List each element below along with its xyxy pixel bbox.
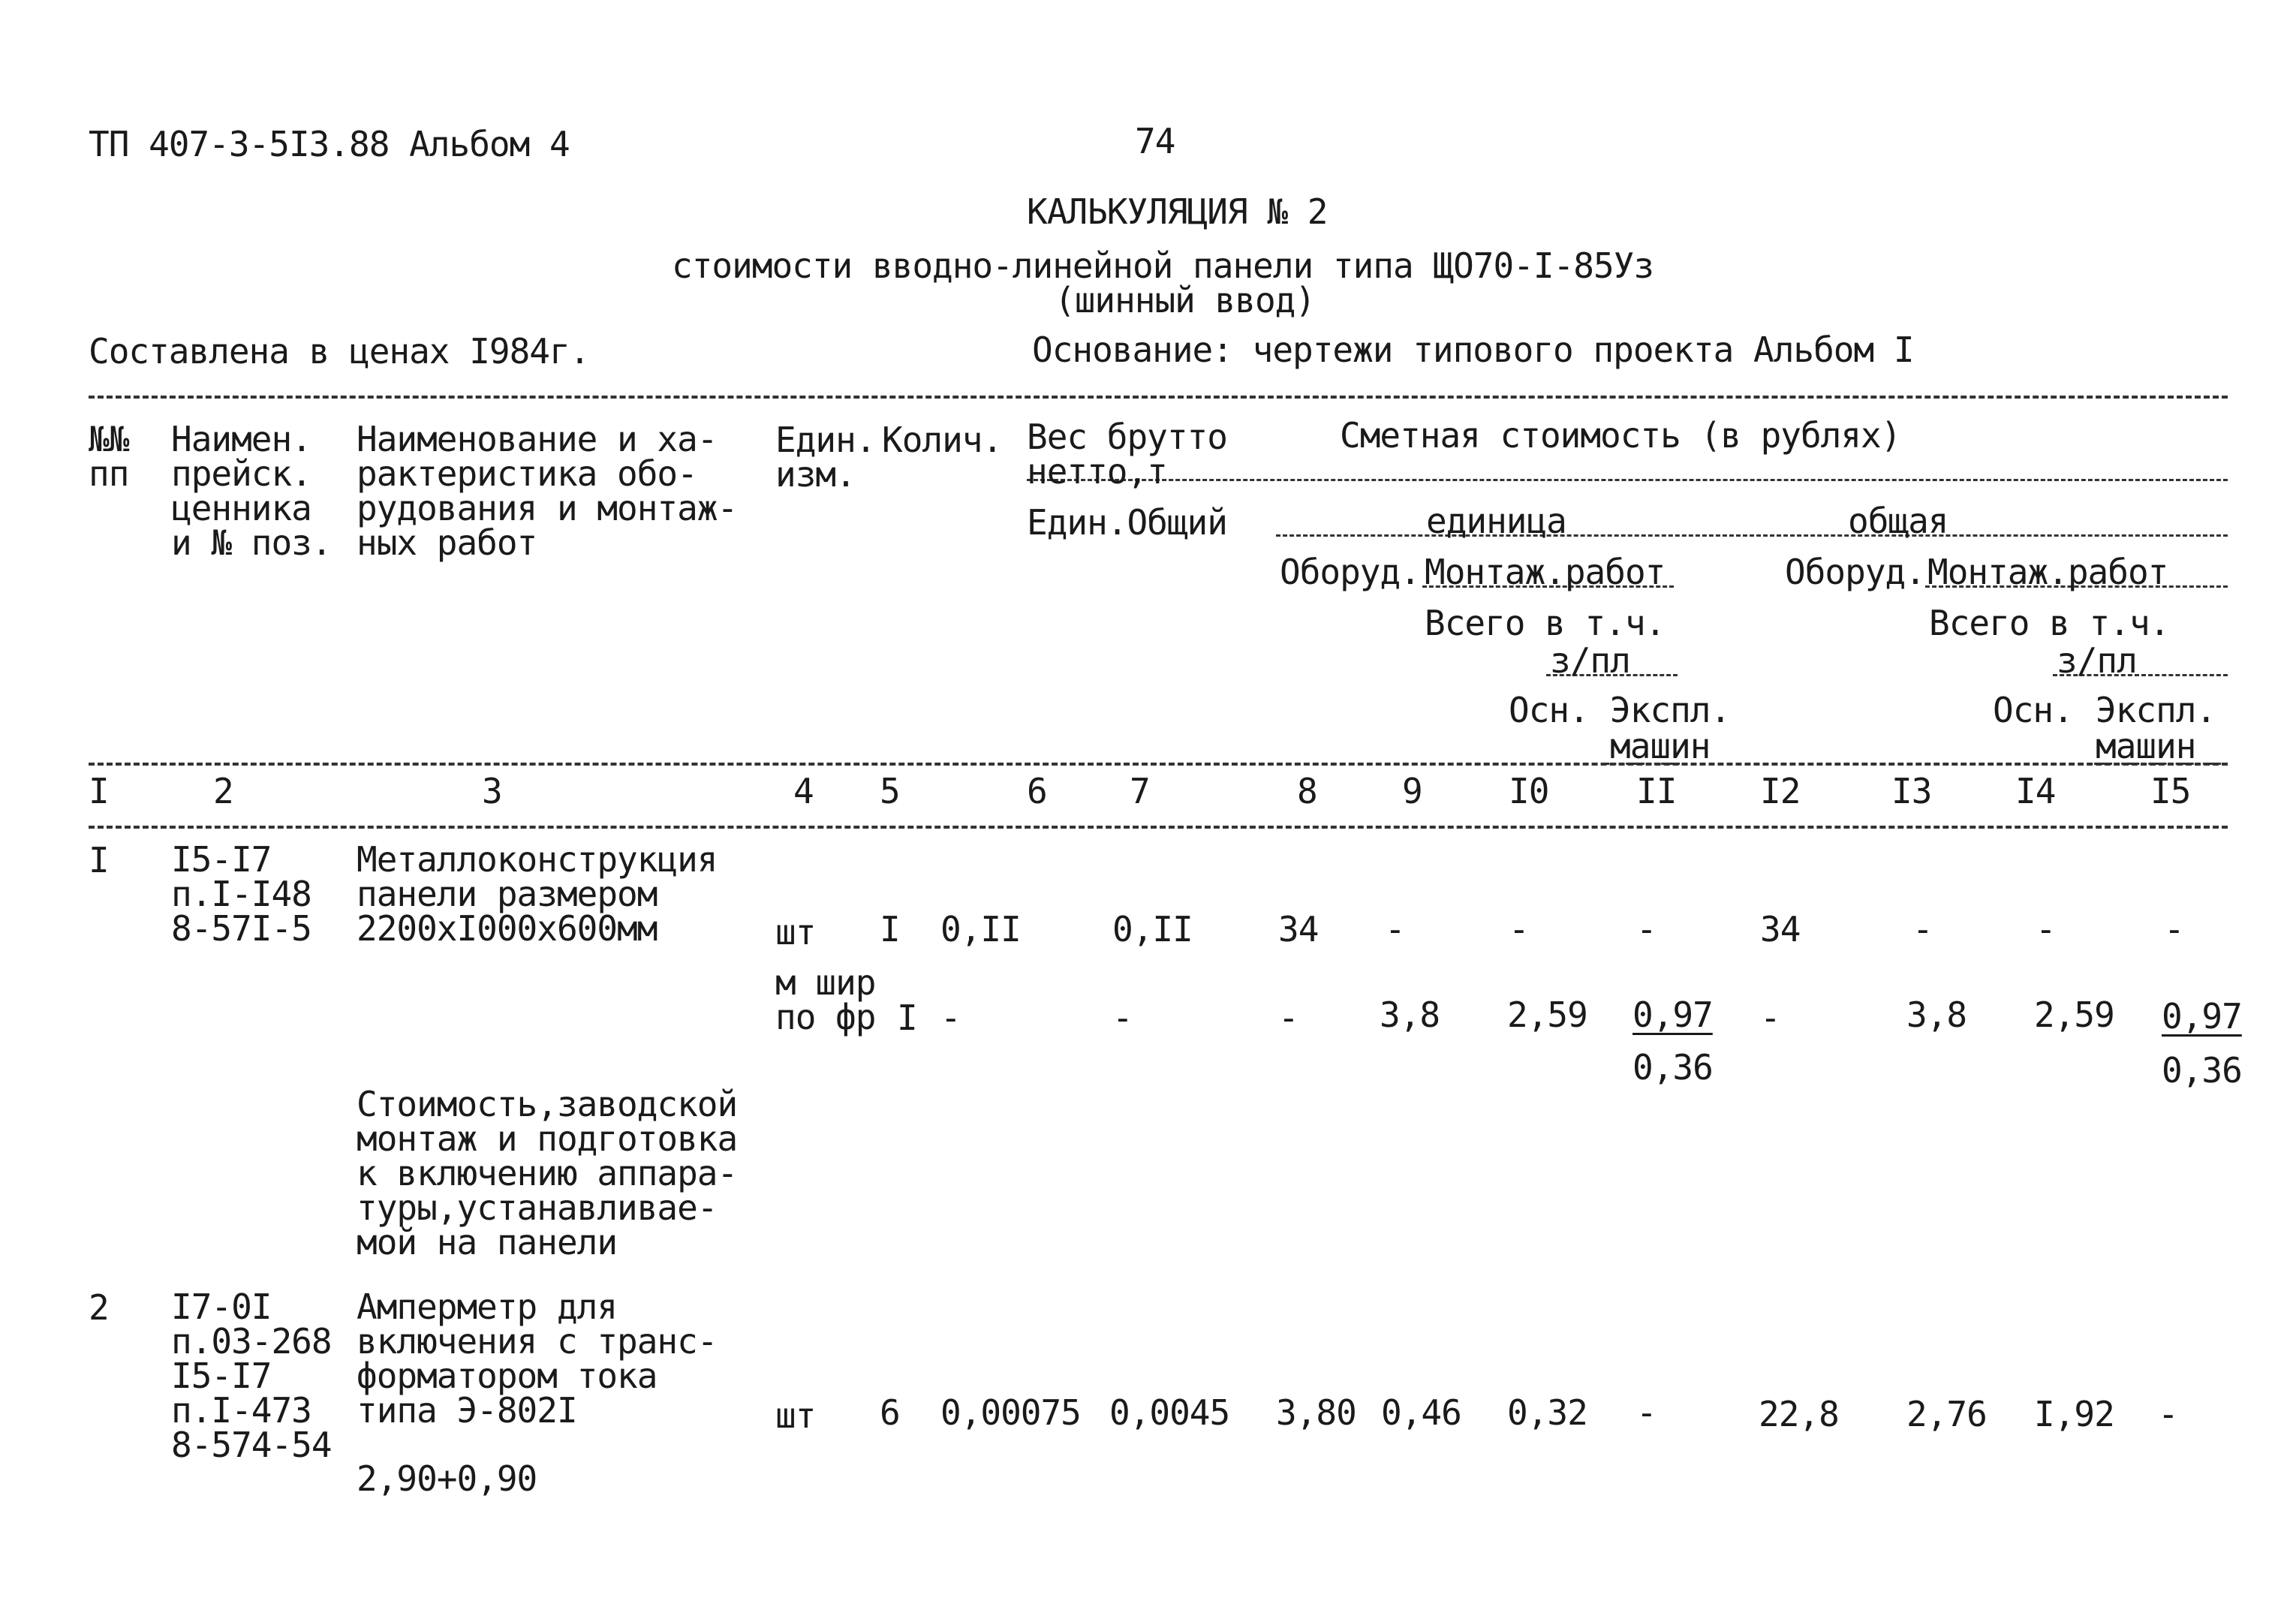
table-top-rule [89, 396, 2228, 399]
row2-c15: - [2158, 1394, 2178, 1434]
row2-weight-unit: 0,00075 [940, 1392, 1081, 1433]
row1b-c14: 2,59 [2034, 995, 2114, 1035]
row1-quantity: I [880, 909, 900, 949]
row2-c13: 2,76 [1906, 1394, 1987, 1434]
col-header-total-cost: общая [1848, 501, 1948, 541]
row2-formula: 2,90+0,90 [357, 1458, 537, 1499]
col-header-unit-2: изм. [775, 454, 856, 495]
header-bottom-rule [89, 763, 2228, 766]
col-header-basic-2: Осн. [1993, 690, 2073, 730]
col-header-machines-2b: машин [2096, 726, 2196, 766]
col-number: 3 [482, 771, 502, 811]
row1b-quantity: I [897, 998, 917, 1038]
col-number: I3 [1891, 771, 1932, 811]
col-header-price-code: Наимен. прейск. ценника и № поз. [171, 419, 332, 563]
row1-weight-total: 0,II [1112, 909, 1193, 949]
col-header-wage-2: з/пл [2057, 640, 2137, 681]
calc-subtitle-note: (шинный ввод) [1055, 280, 1316, 320]
row1-c15: - [2164, 909, 2184, 949]
col-number: 7 [1130, 771, 1150, 811]
col-numbers-rule [89, 826, 2228, 829]
row2-c9: 0,46 [1381, 1392, 1461, 1433]
row1b-c12: - [1760, 998, 1780, 1038]
row1-c11: - [1636, 909, 1657, 949]
row1-c12: 34 [1760, 909, 1801, 949]
row1b-c11-wage: 0,36 [1632, 1047, 1713, 1088]
row1b-weight-total: - [1112, 998, 1133, 1038]
row1-c10: - [1509, 909, 1529, 949]
col-header-total-incl: Всего в т.ч. [1425, 603, 1666, 643]
row2-c14: I,92 [2034, 1394, 2114, 1434]
col-number: I [89, 771, 109, 811]
col-header-item-name: Наименование и ха- рактеристика обо- рудования и монтаж- ных работ [357, 419, 738, 563]
row1-item-name: Металлоконструкция панели размером 2200хI000х600мм [357, 839, 718, 949]
row1-unit: шт [775, 912, 816, 952]
col-number: 6 [1027, 771, 1047, 811]
row1b-weight-unit: - [940, 998, 961, 1038]
col-header-machines-b: машин [1610, 726, 1711, 766]
row1b-c15-wage: 0,36 [2162, 1050, 2242, 1091]
col-header-equipment: Оборуд. [1280, 552, 1420, 592]
col-header-quantity: Колич. [882, 420, 1003, 460]
row1-c13: - [1912, 909, 1933, 949]
col-header-mounting: Монтаж.работ [1425, 552, 1666, 592]
col-number: I4 [2015, 771, 2056, 811]
col-number: I0 [1509, 771, 1549, 811]
page-number: 74 [1135, 121, 1175, 161]
col-header-basic: Осн. [1509, 690, 1589, 730]
row1-c9: - [1385, 909, 1405, 949]
col-header-total-incl-2: Всего в т.ч. [1929, 603, 2170, 643]
col-number: 2 [213, 771, 233, 811]
col-number: 4 [793, 771, 814, 811]
col-header-weight-unit-total: Един.Общий [1027, 502, 1227, 543]
col-number: 8 [1297, 771, 1317, 811]
unit-total-rule [1276, 534, 2228, 537]
col-number: II [1636, 771, 1677, 811]
row1b-c11: 0,97 [1632, 995, 1713, 1035]
price-basis-year: Составлена в ценах I984г. [89, 331, 590, 372]
calc-subtitle: стоимости вводно-линейной панели типа ЩО70-I-85Уз [672, 245, 1654, 286]
row2-price-code: I7-0I п.03-268 I5-I7 п.I-473 8-574-54 [171, 1287, 332, 1465]
col-number: 5 [880, 771, 900, 811]
row1-c8: 34 [1278, 909, 1319, 949]
row2-unit: шт [775, 1395, 816, 1436]
row1b-c10: 2,59 [1507, 995, 1587, 1035]
col-header-weight-netto: нетто,т [1027, 451, 1167, 492]
col-header-unit-cost: единица [1426, 501, 1566, 541]
col-header-wage: з/пл [1550, 640, 1630, 681]
col-header-weight-brutto: Вес брутто [1027, 417, 1227, 457]
row2-weight-total: 0,0045 [1109, 1392, 1230, 1433]
row1-price-code: I5-I7 п.I-I48 8-57I-5 [171, 839, 311, 949]
col-number: I2 [1760, 771, 1801, 811]
col-header-machines-2: Экспл. [2096, 690, 2216, 730]
col-header-equipment-2: Оборуд. [1785, 552, 1925, 592]
row2-quantity: 6 [880, 1392, 900, 1433]
col-header-cost-title: Сметная стоимость (в рублях) [1340, 415, 1901, 456]
row1b-c15: 0,97 [2162, 996, 2242, 1037]
netto-rule [1027, 479, 2228, 481]
col-number: 9 [1402, 771, 1422, 811]
row1b-c8: - [1278, 998, 1298, 1038]
row1b-c13: 3,8 [1906, 995, 1967, 1035]
row2-number: 2 [89, 1287, 109, 1328]
col-number: I5 [2150, 771, 2191, 811]
col-header-number: №№ пп [89, 419, 129, 494]
doc-reference: ТП 407-3-5I3.88 Альбом 4 [89, 124, 570, 164]
row1-weight-unit: 0,II [940, 909, 1021, 949]
section-note: Стоимость,заводской монтаж и подготовка к включению аппара- туры,устанавливае- мой на панели [357, 1084, 738, 1262]
row1-c14: - [2036, 909, 2056, 949]
row1b-unit: м шир по фр [775, 962, 876, 1037]
col-header-mounting-2: Монтаж.работ [1927, 552, 2168, 592]
row1-number: I [89, 840, 109, 880]
row2-c8: 3,80 [1276, 1392, 1356, 1433]
calc-title: КАЛЬКУЛЯЦИЯ № 2 [1027, 191, 1328, 232]
col-header-unit: Един. [775, 420, 876, 460]
col-header-machines: Экспл. [1610, 690, 1731, 730]
row2-c11: - [1636, 1392, 1657, 1433]
row1b-c9: 3,8 [1380, 995, 1440, 1035]
calc-basis: Основание: чертежи типового проекта Альбом I [1032, 330, 1914, 370]
row2-item-name: Амперметр для включения с транс- форматором тока типа Э-802I [357, 1287, 718, 1431]
row2-c10: 0,32 [1507, 1392, 1587, 1433]
row2-c12: 22,8 [1759, 1394, 1839, 1434]
